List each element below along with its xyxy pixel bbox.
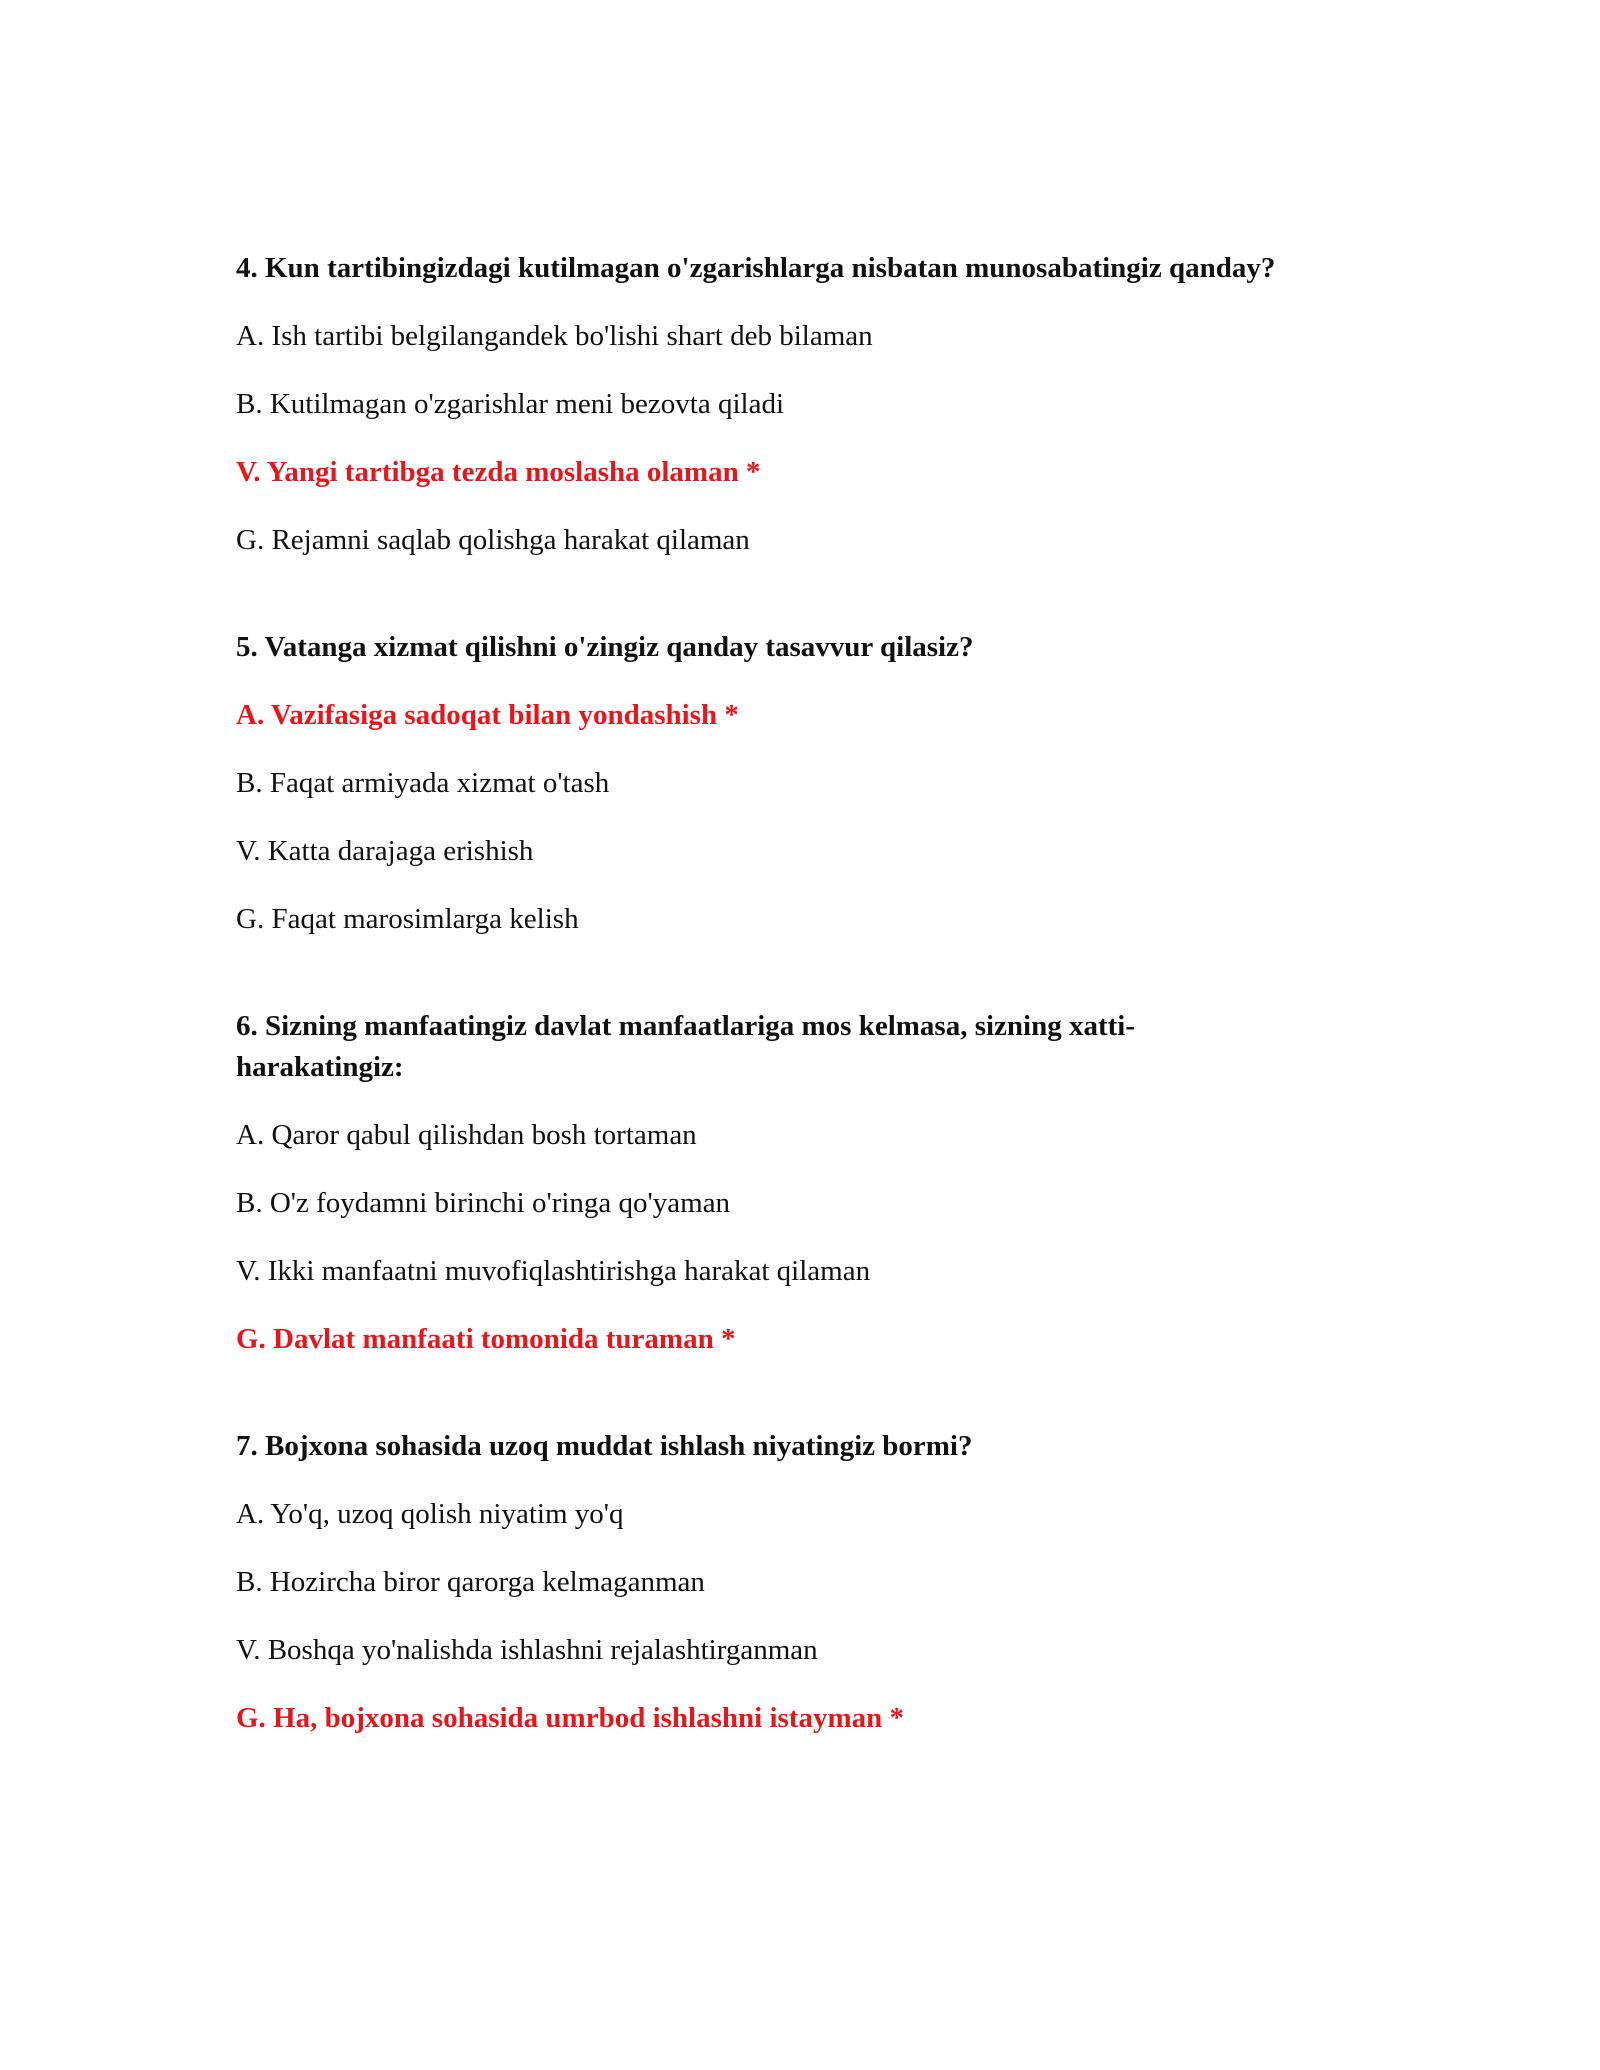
answer-option-a: A. Ish tartibi belgilangandek bo'lishi shart deb bilaman bbox=[236, 320, 873, 352]
correct-answer-option-v: V. Yangi tartibga tezda moslasha olaman * bbox=[236, 456, 761, 488]
answer-option-b: B. Faqat armiyada xizmat o'tash bbox=[236, 767, 610, 799]
answer-option-a: A. Qaror qabul qilishdan bosh tortaman bbox=[236, 1119, 697, 1151]
answer-option-b: B. O'z foydamni birinchi o'ringa qo'yaman bbox=[236, 1187, 731, 1219]
question-title-line-2: harakatingiz: bbox=[236, 1051, 404, 1083]
question-title: 5. Vatanga xizmat qilishni o'zingiz qanday tasavvur qilasiz? bbox=[236, 631, 974, 663]
correct-answer-option-g: G. Ha, bojxona sohasida umrbod ishlashni istayman * bbox=[236, 1702, 904, 1734]
correct-answer-option-a: A. Vazifasiga sadoqat bilan yondashish * bbox=[236, 699, 739, 731]
answer-option-v: V. Katta darajaga erishish bbox=[236, 835, 534, 867]
question-4 bbox=[236, 248, 1416, 561]
question-title bbox=[236, 1006, 1416, 1088]
question-6 bbox=[236, 1006, 1416, 1360]
answer-option-b: B. Kutilmagan o'zgarishlar meni bezovta qiladi bbox=[236, 388, 785, 420]
answer-option-b: B. Hozircha biror qarorga kelmaganman bbox=[236, 1566, 705, 1598]
answer-option-a: A. Yo'q, uzoq qolish niyatim yo'q bbox=[236, 1498, 624, 1530]
answer-option-g: G. Faqat marosimlarga kelish bbox=[236, 903, 579, 935]
question-title: 4. Kun tartibingizdagi kutilmagan o'zgarishlarga nisbatan munosabatingiz qanday? bbox=[236, 252, 1276, 284]
question-7 bbox=[236, 1426, 1416, 1739]
answer-option-g: G. Rejamni saqlab qolishga harakat qilaman bbox=[236, 524, 750, 556]
question-5 bbox=[236, 627, 1416, 940]
question-title-line-1: 6. Sizning manfaatingiz davlat manfaatlariga mos kelmasa, sizning xatti- bbox=[236, 1010, 1136, 1042]
answer-option-v: V. Ikki manfaatni muvofiqlashtirishga harakat qilaman bbox=[236, 1255, 871, 1287]
correct-answer-option-g: G. Davlat manfaati tomonida turaman * bbox=[236, 1323, 736, 1355]
document-page bbox=[236, 248, 1416, 1739]
question-title: 7. Bojxona sohasida uzoq muddat ishlash niyatingiz bormi? bbox=[236, 1430, 973, 1462]
answer-option-v: V. Boshqa yo'nalishda ishlashni rejalashtirganman bbox=[236, 1634, 818, 1666]
